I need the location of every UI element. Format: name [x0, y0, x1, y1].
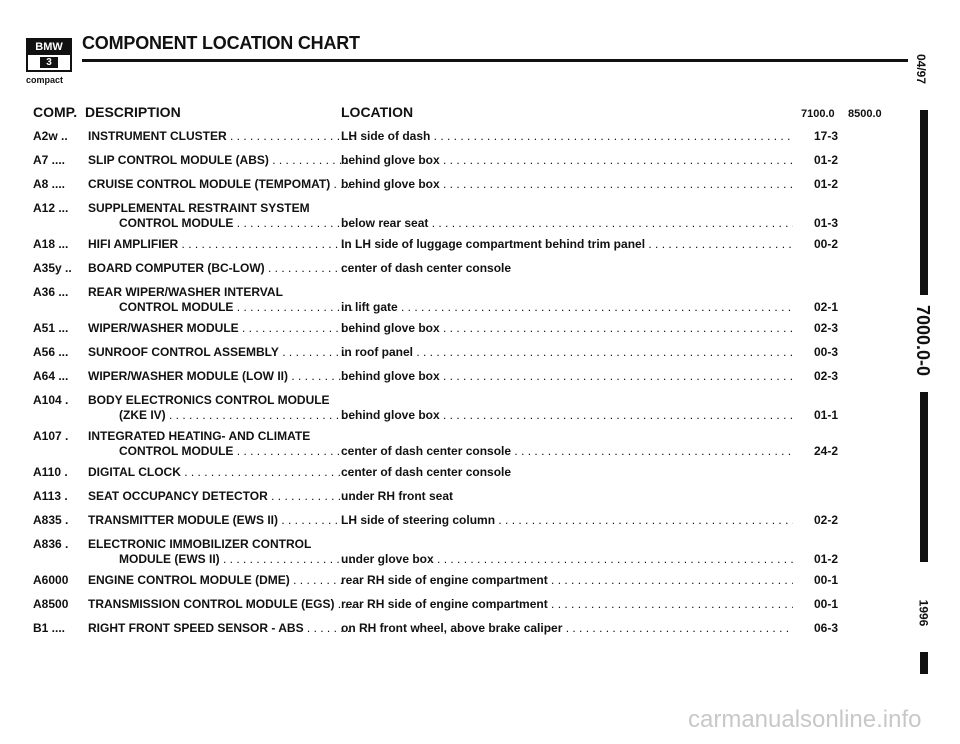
component-code: A836 . — [33, 537, 69, 551]
component-description: REAR WIPER/WASHER INTERVAL — [88, 285, 283, 299]
table-row — [33, 177, 873, 192]
component-location: behind glove box . . . — [341, 321, 793, 336]
component-description: CONTROL MODULE . . . — [119, 300, 353, 315]
component-location: below rear seat . . . — [341, 216, 793, 231]
component-location: under glove box . . . — [341, 552, 793, 567]
component-location: behind glove box . . . — [341, 177, 793, 192]
column-location: LOCATION — [341, 104, 414, 120]
component-location: LH side of steering column . . . — [341, 513, 793, 528]
component-location: center of dash center console — [341, 261, 512, 275]
component-description: MODULE (EWS II) . . . — [119, 552, 353, 567]
component-location: center of dash center console . . . — [341, 444, 793, 459]
side-section-number: 7000.0-0 — [913, 304, 934, 377]
component-code: A51 ... — [33, 321, 69, 335]
page-title: COMPONENT LOCATION CHART — [82, 33, 360, 53]
component-location: behind glove box . . . — [341, 369, 793, 384]
reference-number: 01-3 — [814, 216, 839, 230]
component-code: A107 . — [33, 429, 69, 443]
table-row — [33, 285, 873, 315]
table-row — [33, 489, 873, 504]
component-code: A12 ... — [33, 201, 69, 215]
table-row — [33, 537, 873, 567]
reference-number: 01-2 — [814, 552, 839, 566]
title-rule — [82, 59, 908, 62]
table-row — [33, 513, 873, 528]
component-description: (ZKE IV) . . . — [119, 408, 353, 423]
logo-brand: BMW — [28, 40, 70, 56]
reference-number: 00-1 — [814, 573, 839, 587]
component-code: A64 ... — [33, 369, 69, 383]
column-ref-7100: 7100.0 — [801, 108, 835, 120]
component-description: TRANSMITTER MODULE (EWS II) . . . — [88, 513, 353, 528]
table-row — [33, 153, 873, 168]
reference-number: 02-2 — [814, 513, 839, 527]
component-description: SUNROOF CONTROL ASSEMBLY . . . — [88, 345, 353, 360]
component-description: CONTROL MODULE . . . — [119, 216, 353, 231]
side-bar-middle — [920, 392, 928, 562]
component-location: rear RH side of engine compartment . . . — [341, 597, 793, 612]
component-location: in roof panel . . . — [341, 345, 793, 360]
component-location: behind glove box . . . — [341, 153, 793, 168]
component-location: behind glove box . . . — [341, 408, 793, 423]
reference-number: 17-3 — [814, 129, 839, 143]
component-description: BODY ELECTRONICS CONTROL MODULE — [88, 393, 330, 407]
side-year: 1996 — [916, 599, 931, 627]
table-row — [33, 237, 873, 252]
component-code: A113 . — [33, 489, 68, 503]
component-location: rear RH side of engine compartment . . . — [341, 573, 793, 588]
reference-number: 00-1 — [814, 597, 839, 611]
reference-number: 00-2 — [814, 237, 839, 251]
component-location: under RH front seat — [341, 489, 454, 503]
reference-number: 24-2 — [814, 444, 839, 458]
component-description: WIPER/WASHER MODULE . . . — [88, 321, 353, 336]
table-row — [33, 465, 873, 480]
table-row — [33, 597, 873, 612]
side-date: 04/97 — [914, 53, 929, 85]
table-row — [33, 345, 873, 360]
logo-series: 3 — [40, 57, 58, 68]
reference-number: 01-2 — [814, 153, 839, 167]
component-code: A35y .. — [33, 261, 72, 275]
component-code: B1 .... — [33, 621, 66, 635]
table-row — [33, 321, 873, 336]
reference-number: 00-3 — [814, 345, 839, 359]
component-description: WIPER/WASHER MODULE (LOW II) . . . — [88, 369, 353, 384]
component-description: CONTROL MODULE . . . — [119, 444, 353, 459]
component-location: center of dash center console — [341, 465, 512, 479]
component-description: ELECTRONIC IMMOBILIZER CONTROL — [88, 537, 312, 551]
table-row — [33, 621, 873, 636]
column-ref-8500: 8500.0 — [848, 108, 882, 120]
column-comp: COMP. — [33, 104, 78, 120]
table-row — [33, 261, 873, 276]
bmw-logo — [26, 38, 72, 72]
component-description: CRUISE CONTROL MODULE (TEMPOMAT) . . . — [88, 177, 353, 192]
component-location: In LH side of luggage compartment behind trim panel . . . — [341, 237, 793, 252]
component-code: A8 .... — [33, 177, 66, 191]
component-description: SUPPLEMENTAL RESTRAINT SYSTEM — [88, 201, 310, 215]
component-code: A18 ... — [33, 237, 69, 251]
component-code: A7 .... — [33, 153, 66, 167]
component-description: TRANSMISSION CONTROL MODULE (EGS) . . . — [88, 597, 353, 612]
watermark: carmanualsonline.info — [688, 706, 922, 733]
component-code: A36 ... — [33, 285, 69, 299]
component-description: ENGINE CONTROL MODULE (DME) . . . — [88, 573, 353, 588]
component-description: BOARD COMPUTER (BC-LOW) . . . — [88, 261, 353, 276]
component-code: A8500 — [33, 597, 69, 611]
component-code: A6000 — [33, 573, 69, 587]
reference-number: 06-3 — [814, 621, 839, 635]
component-code: A2w .. — [33, 129, 68, 143]
reference-number: 02-1 — [814, 300, 839, 314]
side-bar-top — [920, 110, 928, 295]
table-row — [33, 393, 873, 423]
component-code: A835 . — [33, 513, 69, 527]
component-location: in lift gate . . . — [341, 300, 793, 315]
component-description: INSTRUMENT CLUSTER . . . — [88, 129, 353, 144]
component-description: DIGITAL CLOCK . . . — [88, 465, 353, 480]
reference-number: 02-3 — [814, 369, 839, 383]
reference-number: 01-1 — [814, 408, 839, 422]
table-row — [33, 429, 873, 459]
logo-subtitle: compact — [26, 75, 64, 85]
component-description: SLIP CONTROL MODULE (ABS) . . . — [88, 153, 353, 168]
table-row — [33, 129, 873, 144]
table-row — [33, 573, 873, 588]
reference-number: 02-3 — [814, 321, 839, 335]
side-bar-bottom — [920, 652, 928, 674]
component-description: RIGHT FRONT SPEED SENSOR - ABS . . . — [88, 621, 353, 636]
component-code: A56 ... — [33, 345, 69, 359]
component-location: LH side of dash . . . — [341, 129, 793, 144]
component-description: HIFI AMPLIFIER . . . — [88, 237, 353, 252]
component-code: A110 . — [33, 465, 68, 479]
component-location: on RH front wheel, above brake caliper . . . — [341, 621, 793, 636]
component-description: INTEGRATED HEATING- AND CLIMATE — [88, 429, 311, 443]
component-description: SEAT OCCUPANCY DETECTOR . . . — [88, 489, 353, 504]
table-row — [33, 369, 873, 384]
component-code: A104 . — [33, 393, 69, 407]
column-description: DESCRIPTION — [85, 104, 181, 120]
reference-number: 01-2 — [814, 177, 839, 191]
table-row — [33, 201, 873, 231]
